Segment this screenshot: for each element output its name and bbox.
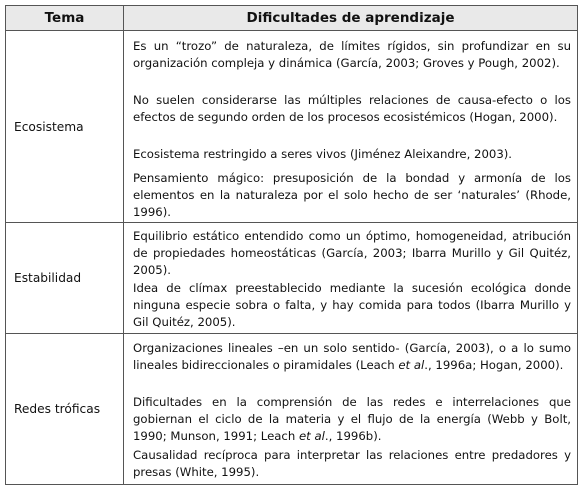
table-row-redes-troficas: [6, 334, 577, 484]
header-tema: Tema: [6, 6, 124, 30]
table-row-ecosistema: [6, 31, 577, 223]
table-header-row: [6, 6, 577, 31]
dificultades-cell: [124, 334, 577, 484]
learning-difficulties-table: [5, 5, 578, 485]
dificultades-cell: [124, 31, 577, 222]
tema-cell: Redes tróficas: [6, 334, 124, 484]
difficulty-item: No suelen considerarse las múltiples relaciones de causa-efecto o los efectos de segundo orden de los procesos ecosistémicos (Hogan, 2000).: [133, 93, 571, 124]
difficulty-item: Pensamiento mágico: presuposición de la bondad y armonía de los elementos en la naturaleza por el solo hecho de ser ‘naturales’ (Rhode, 1996).: [133, 171, 571, 219]
table-row-estabilidad: [6, 223, 577, 334]
difficulty-item: Idea de clímax preestablecido mediante la sucesión ecológica donde ninguna especie sobra o falta, y hay comida para todos (Ibarra Murillo y Gil Quitéz, 2005).: [133, 281, 571, 329]
difficulty-item: Organizaciones lineales –en un solo sentido- (García, 2003), o a lo sumo lineales bidireccionales o piramidales (Leach et al., 1996a; Hogan, 2000).: [133, 341, 571, 372]
dificultades-cell: [124, 223, 577, 333]
difficulty-item: Ecosistema restringido a seres vivos (Jiménez Aleixandre, 2003).: [133, 147, 513, 161]
tema-cell: Ecosistema: [6, 31, 124, 222]
tema-cell: Estabilidad: [6, 223, 124, 333]
header-dificultades: Dificultades de aprendizaje: [246, 10, 455, 26]
difficulty-item: Dificultades en la comprensión de las redes e interrelaciones que gobiernan el ciclo de la materia y el flujo de la energía (Webb y Bolt, 1990; Munson, 1991; Leach et al., 1996b).: [133, 395, 571, 443]
difficulty-item: Causalidad recíproca para interpretar las relaciones entre predadores y presas (White, 1995).: [133, 448, 571, 479]
difficulty-item: Es un “trozo” de naturaleza, de límites rígidos, sin profundizar en su organización compleja y dinámica (García, 2003; Groves y Pough, 2002).: [133, 39, 571, 70]
difficulty-item: Equilibrio estático entendido como un óptimo, homogeneidad, atribución de propiedades homeostáticas (García, 2003; Ibarra Murillo y Gil Quitéz, 2005).: [133, 229, 571, 277]
